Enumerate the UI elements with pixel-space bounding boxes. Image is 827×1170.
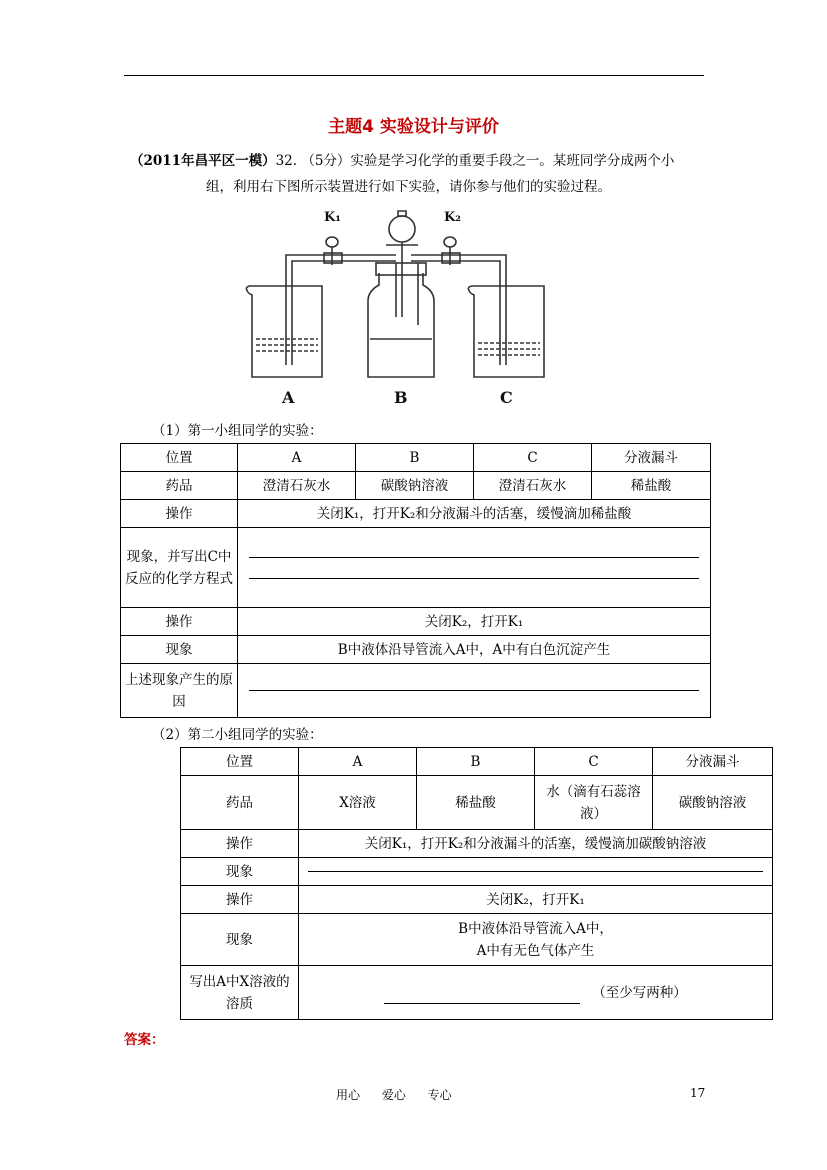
table-row	[181, 858, 773, 886]
table-row	[121, 472, 711, 500]
group1-table	[120, 443, 711, 718]
cell-drug-funnel: 碳酸钠溶液	[653, 776, 773, 830]
question-intro-line2: 组，利用右下图所示装置进行如下实验，请你参与他们的实验过程。	[206, 179, 611, 195]
cell-op1-label: 操作	[181, 830, 299, 858]
cell-drugs-label: 药品	[181, 776, 299, 830]
footer-motto: 用心 爱心 专心	[336, 1088, 452, 1102]
table-row	[121, 636, 711, 664]
cell-header-funnel: 分液漏斗	[653, 748, 773, 776]
cell-op1: 关闭K₁，打开K₂和分液漏斗的活塞，缓慢滴加稀盐酸	[238, 500, 711, 528]
cell-reason-answer[interactable]	[238, 664, 711, 718]
table-row	[181, 914, 773, 966]
table-row	[181, 830, 773, 858]
answer-line[interactable]	[249, 557, 699, 558]
cell-drug-c: 水（滴有石蕊溶液）	[535, 776, 653, 830]
table-row	[181, 776, 773, 830]
cell-op2-label: 操作	[181, 886, 299, 914]
table-row	[121, 608, 711, 636]
cell-header-position: 位置	[181, 748, 299, 776]
answer-line[interactable]	[249, 578, 699, 579]
cell-drug-b: 稀盐酸	[417, 776, 535, 830]
cell-solute-answer[interactable]	[299, 966, 773, 1020]
cell-header-a: A	[299, 748, 417, 776]
obs2-line1: B中液体沿导管流入A中，	[458, 920, 613, 937]
question-source: （2011年昌平区一模）	[130, 153, 276, 169]
group2-table	[180, 747, 773, 1020]
group2-heading: （2）第二小组同学的实验：	[152, 727, 323, 743]
cell-drug-b: 碳酸钠溶液	[356, 472, 474, 500]
solute-note: （至少写两种）	[592, 984, 687, 1001]
table-row	[181, 886, 773, 914]
table-row	[121, 444, 711, 472]
answer-line[interactable]	[308, 871, 763, 872]
page-title: 主题4 实验设计与评价	[328, 117, 499, 137]
cell-header-b: B	[356, 444, 474, 472]
cell-solute-label: 写出A中X溶液的溶质	[181, 966, 299, 1020]
table-row	[121, 500, 711, 528]
cell-obs2	[299, 914, 773, 966]
cell-obs1-label: 现象	[181, 858, 299, 886]
apparatus-diagram	[236, 205, 566, 407]
cell-obs1-answer[interactable]	[299, 858, 773, 886]
table-row	[121, 528, 711, 608]
cell-reason-label: 上述现象产生的原因	[121, 664, 238, 718]
cell-op2-label: 操作	[121, 608, 238, 636]
cell-header-position: 位置	[121, 444, 238, 472]
question-text-1: 32. （5分）实验是学习化学的重要手段之一。某班同学分成两个小	[275, 153, 675, 169]
cell-obs2-label: 现象	[121, 636, 238, 664]
page-number: 17	[690, 1086, 706, 1100]
cell-drug-a: 澄清石灰水	[238, 472, 356, 500]
cell-obs2-label: 现象	[181, 914, 299, 966]
group1-heading: （1）第一小组同学的实验：	[152, 423, 323, 439]
label-c: C	[500, 388, 513, 407]
label-b: B	[394, 388, 408, 407]
cell-op1-label: 操作	[121, 500, 238, 528]
answer-label: 答案：	[124, 1032, 165, 1048]
cell-header-funnel: 分液漏斗	[592, 444, 711, 472]
label-k1: K₁	[324, 210, 341, 225]
cell-op2: 关闭K₂，打开K₁	[299, 886, 773, 914]
cell-header-c: C	[474, 444, 592, 472]
cell-drug-funnel: 稀盐酸	[592, 472, 711, 500]
cell-drug-a: X溶液	[299, 776, 417, 830]
table-row	[181, 748, 773, 776]
table-row	[181, 966, 773, 1020]
label-a: A	[282, 388, 295, 407]
cell-obs1-label: 现象，并写出C中反应的化学方程式	[121, 528, 238, 608]
obs2-line2: A中有无色气体产生	[476, 942, 595, 959]
question-intro-line1	[130, 149, 674, 169]
cell-op1: 关闭K₁，打开K₂和分液漏斗的活塞，缓慢滴加碳酸钠溶液	[299, 830, 773, 858]
cell-op2: 关闭K₂，打开K₁	[238, 608, 711, 636]
cell-header-b: B	[417, 748, 535, 776]
cell-header-c: C	[535, 748, 653, 776]
cell-obs2: B中液体沿导管流入A中，A中有白色沉淀产生	[238, 636, 711, 664]
answer-line[interactable]	[249, 690, 699, 691]
cell-obs1-answer[interactable]	[238, 528, 711, 608]
header-rule	[124, 75, 704, 76]
label-k2: K₂	[444, 210, 461, 225]
cell-header-a: A	[238, 444, 356, 472]
cell-drugs-label: 药品	[121, 472, 238, 500]
cell-drug-c: 澄清石灰水	[474, 472, 592, 500]
table-row	[121, 664, 711, 718]
answer-line[interactable]	[384, 989, 580, 1004]
